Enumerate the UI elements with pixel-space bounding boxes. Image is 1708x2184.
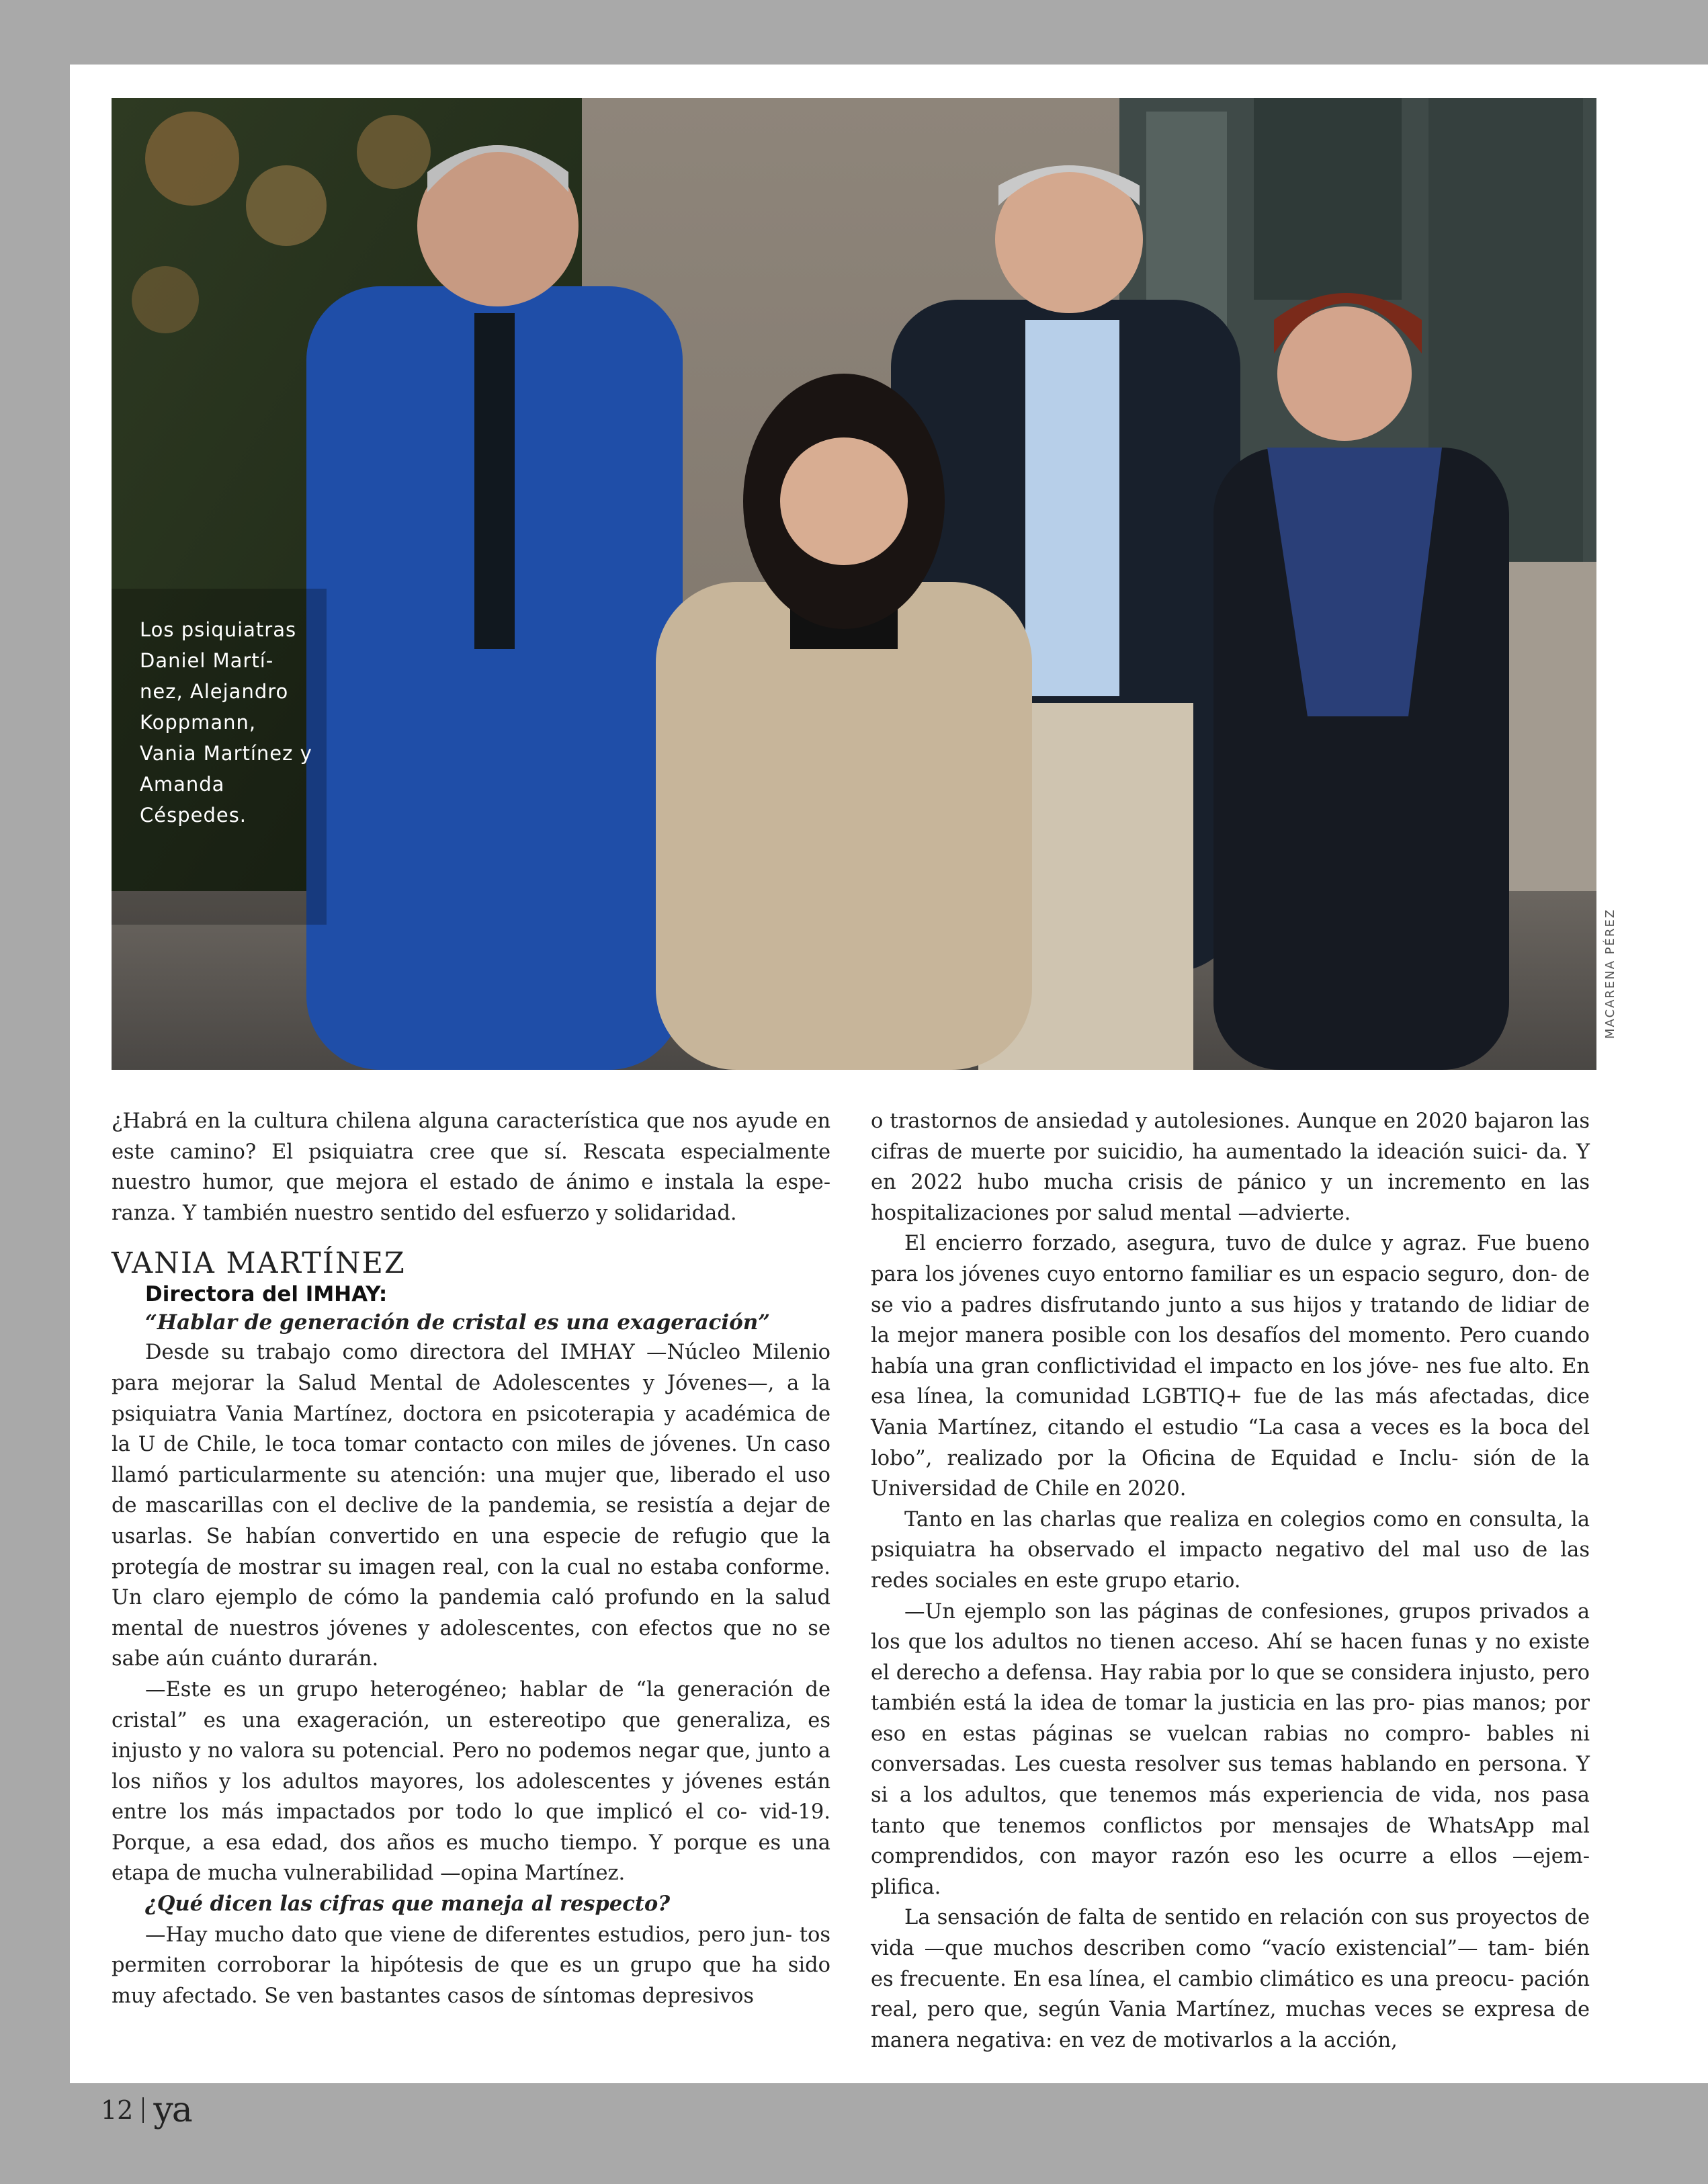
- body-paragraph: Desde su trabajo como directora del IMHAY —Núcleo Milenio para mejorar la Salud Mental de Adolescentes y Jóvenes—, a la psiquiatra Vania Martínez, doctora en psicoterapia y académica de la U de Chile, le toca tomar contacto con miles de jóvenes. Un caso llamó particularmente su atención: una mujer que, liberado el uso de mascarillas con el declive de la pandemia, se resistía a dejar de usarlas. Se habían convertido en una especie de refugio que la protegía de mostrar su imagen real, con la cual no estaba conforme. Un claro ejemplo de cómo la pandemia caló profundo en la salud mental de nuestros jóvenes y adolescentes, con efectos que no se sabe aún cuánto durarán.: [112, 1341, 830, 1671]
- photo-credit: MACARENA PÉREZ: [1603, 908, 1617, 1039]
- magazine-page: [70, 65, 1708, 2083]
- page-footer: [101, 2090, 191, 2130]
- intro-paragraph: ¿Habrá en la cultura chilena alguna característica que nos ayude en este camino? El psiquiatra cree que sí. Rescata especialmente nuestro humor, que mejora el estado de ánimo e instala la espe- ranza. Y también nuestro sentido del esfuerzo y solidaridad.: [112, 1109, 830, 1225]
- body-paragraph: Tanto en las charlas que realiza en colegios como en consulta, la psiquiatra ha observado el impacto negativo del mal uso de las redes sociales en este grupo etario.: [871, 1507, 1590, 1593]
- photo-caption: Los psiquiatras Daniel Martí- nez, Alejandro Koppmann, Vania Martínez y Amanda Céspedes.: [140, 618, 312, 827]
- body-paragraph: —Este es un grupo heterogéneo; hablar de “la generación de cristal” es una exageración, un estereotipo que generaliza, es injusto y no valora su potencial. Pero no podemos negar que, junto a los niños y los adultos mayores, los adolescentes y jóvenes están entre los más impactados por todo lo que implicó el co- vid-19. Porque, a esa edad, dos años es mucho tiempo. Y porque es una etapa de mucha vulnerabilidad —opina Martínez.: [112, 1677, 830, 1886]
- magazine-logo: ya: [153, 2090, 191, 2130]
- interview-question: ¿Qué dicen las cifras que maneja al respecto?: [145, 1892, 671, 1917]
- section-role: Directora del IMHAY:: [145, 1282, 388, 1307]
- body-paragraph: o trastornos de ansiedad y autolesiones. Aunque en 2020 bajaron las cifras de muerte por suicidio, ha aumentado la ideación suici- da. Y en 2022 hubo mucha crisis de pánico y un incremento en las hospitalizaciones por salud mental —advierte.: [871, 1109, 1590, 1225]
- body-paragraph: El encierro forzado, asegura, tuvo de dulce y agraz. Fue bueno para los jóvenes cuyo entorno familiar es un espacio seguro, don- de se vio a padres disfrutando junto a sus hijos y tratando de lidiar de la mejor manera posible con los desafíos del momento. Pero cuando había una gran conflictividad el impacto en los jóve- nes fue alto. En esa línea, la comunidad LGBTIQ+ fue de las más afectadas, dice Vania Martínez, citando el estudio “La casa a veces es la boca del lobo”, realizado por la Oficina de Equidad e Inclu- sión de la Universidad de Chile en 2020.: [871, 1232, 1590, 1501]
- footer-divider: [142, 2097, 144, 2123]
- section-heading: VANIA MARTÍNEZ: [112, 1247, 406, 1281]
- body-paragraph: —Hay mucho dato que viene de diferentes estudios, pero jun- tos permiten corroborar la hipótesis de que es un grupo que ha sido muy afectado. Se ven bastantes casos de síntomas depresivos: [112, 1923, 830, 2008]
- page-number: 12: [101, 2095, 134, 2125]
- column-right: [871, 1106, 1590, 2056]
- body-paragraph: —Un ejemplo son las páginas de confesiones, grupos privados a los que los adultos no tienen acceso. Ahí se hacen funas y no existe el derecho a defensa. Hay rabia por lo que se considera injusto, pero también está la idea de tomar la justicia en las pro- pias manos; por eso en estas páginas se vuelcan rabias no compro- bables ni conversadas. Les cuesta resolver sus temas hablando en persona. Y si a los adultos, que tenemos más experiencia de vida, nos pasa tanto que tenemos conflictos por mensajes de WhatsApp mal comprendidos, con mayor razón eso les ocurre a ellos —ejem- plifica.: [871, 1599, 1590, 1899]
- body-paragraph: La sensación de falta de sentido en relación con sus proyectos de vida —que muchos describen como “vacío existencial”— tam- bién es frecuente. En esa línea, el cambio climático es una preocu- pación real, pero que, según Vania Martínez, muchas veces se expresa de manera negativa: en vez de motivarlos a la acción,: [871, 1906, 1590, 2052]
- column-left: [112, 1106, 830, 2011]
- group-photo: [112, 98, 1596, 1070]
- photo-illustration: [112, 98, 1596, 1070]
- section-quote: “Hablar de generación de cristal es una exageración”: [145, 1310, 771, 1335]
